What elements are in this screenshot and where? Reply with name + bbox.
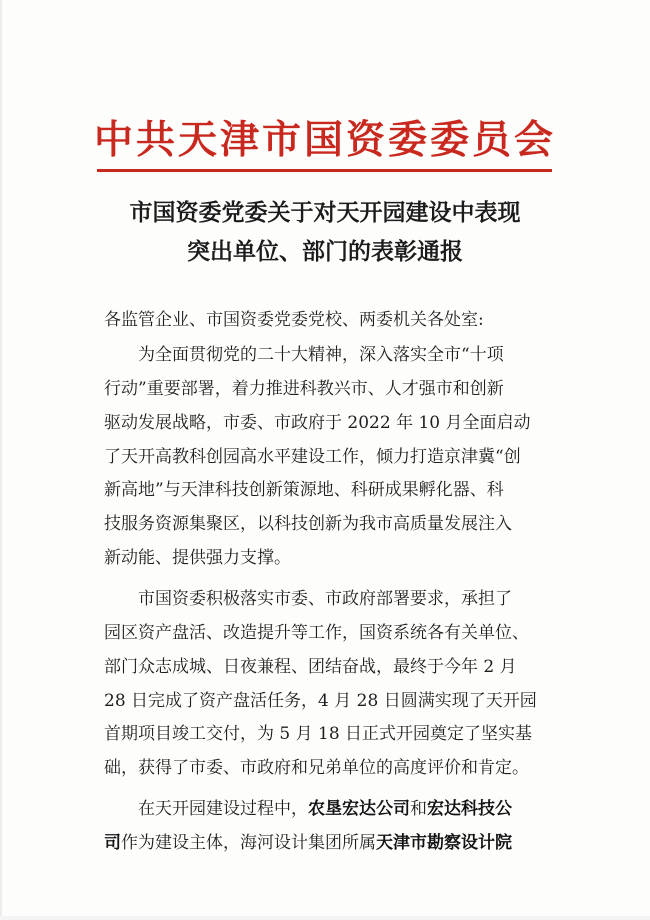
paper-bottom-edge [0, 916, 650, 920]
paragraph-3-line-1 [138, 797, 512, 821]
paragraph-3-text: 和 [410, 799, 427, 819]
salutation: 各监管企业、市国资委党委党校、两委机关各处室: [104, 310, 484, 330]
org-header: 中共天津市国资委委员会 [93, 118, 556, 163]
paragraph-1-line: 技服务资源集聚区，以科技创新为我市高质量发展注入 [104, 514, 512, 534]
highlight-org-nongken-hongda: 农垦宏达公司 [308, 799, 410, 819]
paragraph-1-line: 为全面贯彻党的二十大精神，深入落实全市“十项 [138, 345, 504, 365]
paragraph-1-line: 行动”重要部署，着力推进科教兴市、人才强市和创新 [104, 379, 504, 399]
paragraph-1-line: 驱动发展战略，市委、市政府于 2022 年 10 月全面启动 [104, 413, 531, 433]
paragraph-1-line: 新动能、提供强力支撑。 [104, 548, 291, 568]
paragraph-2-line: 部门众志成城、日夜兼程、团结奋战，最终于今年 2 月 [104, 657, 517, 677]
document-title-line-1: 市国资委党委关于对天开园建设中表现 [129, 200, 521, 226]
highlight-org-hongda-keji: 宏达科技公 [427, 799, 512, 819]
paragraph-2-line: 28 日完成了资产盘活任务，4 月 28 日圆满实现了天开园 [104, 691, 537, 711]
paragraph-1-line: 新高地”与天津科技创新策源地、科研成果孵化器、科 [104, 480, 504, 500]
paragraph-2-line: 园区资产盘活、改造提升等工作，国资系统各有关单位、 [104, 623, 529, 643]
highlight-org-hongda-keji-cont: 司 [104, 833, 121, 853]
highlight-org-survey-design-institute: 天津市勘察设计院 [376, 833, 512, 853]
paragraph-3-line-2 [104, 831, 512, 855]
paragraph-2-line: 市国资委积极落实市委、市政府部署要求，承担了 [138, 589, 512, 609]
paragraph-1-line: 了天开高教科创园高水平建设工作，倾力打造京津冀“创 [104, 447, 521, 467]
paragraph-2-line: 础，获得了市委、市政府和兄弟单位的高度评价和肯定。 [104, 758, 529, 778]
paragraph-3-text: 在天开园建设过程中， [138, 799, 308, 819]
document-title-line-2: 突出单位、部门的表彰通报 [187, 239, 463, 265]
paragraph-3-text: 作为建设主体，海河设计集团所属 [121, 833, 376, 853]
red-divider-line [97, 169, 552, 172]
paragraph-2-line: 首期项目竣工交付，为 5 月 18 日正式开园奠定了坚实基 [104, 724, 533, 744]
